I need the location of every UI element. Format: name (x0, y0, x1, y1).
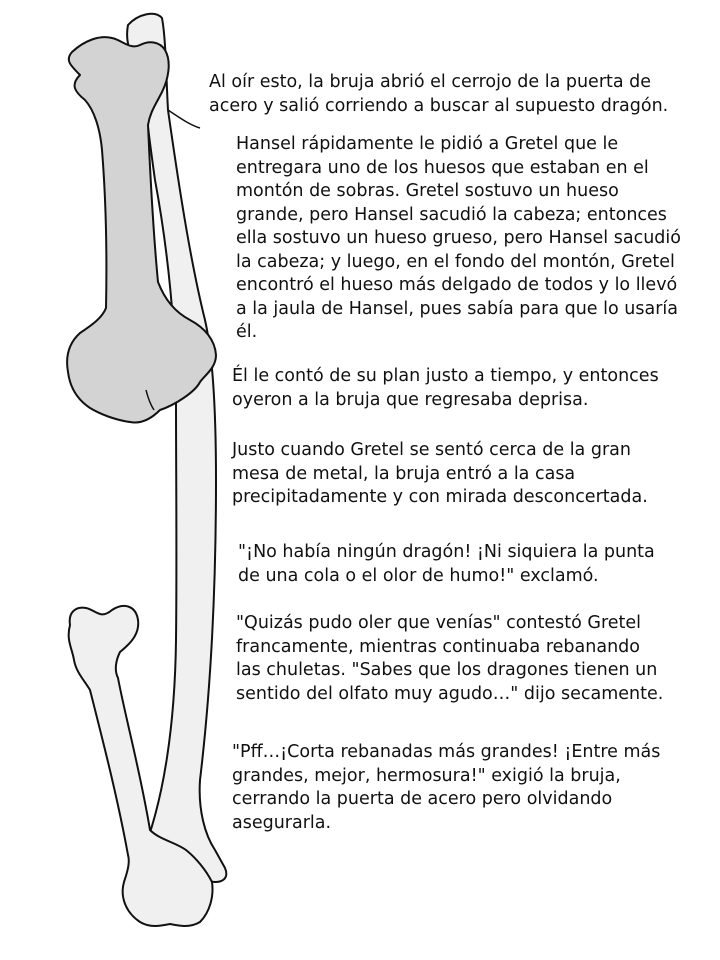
story-line: las chuletas. "Sabes que los dragones tienen un (236, 660, 658, 680)
story-line: precipitadamente y con mirada desconcertada. (232, 487, 648, 507)
story-line: asegurarla. (232, 812, 332, 833)
story-line: encontró el hueso más delgado de todos y lo llevó (236, 275, 678, 295)
story-line: mesa de metal, la bruja entró a la casa (232, 463, 576, 484)
story-paragraph (232, 741, 660, 835)
story-line: la cabeza; y luego, en el fondo del montón, Gretel (236, 251, 675, 272)
story-paragraph (238, 541, 655, 588)
story-line: sentido del olfato muy agudo…" dijo secamente. (236, 683, 664, 704)
story-line: grandes, mejor, hermosura!" exigió la bruja, (232, 765, 621, 786)
story-paragraph (232, 365, 659, 412)
story-line: Él le contó de su plan justo a tiempo, y entonces (232, 366, 659, 386)
story-line: a la jaula de Hansel, pues sabía para que lo usaría (236, 298, 678, 319)
story-line: Al oír esto, la bruja abrió el cerrojo de la puerta de (209, 72, 652, 92)
story-line: de una cola o el olor de humo!" exclamó. (238, 565, 599, 586)
thick-bone-icon (67, 37, 216, 422)
story-line: él. (236, 322, 258, 342)
story-line: cerrando la puerta de acero pero olvidando (232, 789, 613, 809)
story-line: francamente, mientras continuaba rebanando (236, 636, 640, 657)
story-paragraph (236, 612, 663, 706)
story-paragraph (236, 133, 681, 345)
story-line: "Quizás pudo oler que venías" contestó Gretel (236, 613, 642, 633)
story-line: oyeron a la bruja que regresaba deprisa. (232, 389, 589, 410)
story-line: Justo cuando Gretel se sentó cerca de la gran (232, 440, 631, 460)
story-line: Hansel rápidamente le pidió a Gretel que le (236, 134, 619, 154)
story-line: ella sostuvo un hueso grueso, pero Hansel sacudió (236, 228, 681, 248)
story-line: entregara uno de los huesos que estaban en el (236, 157, 649, 178)
story-line: acero y salió corriendo a buscar al supuesto dragón. (209, 95, 669, 116)
story-line: montón de sobras. Gretel sostuvo un hueso (236, 181, 619, 201)
story-line: "Pff…¡Corta rebanadas más grandes! ¡Entre más (232, 742, 661, 762)
story-line: grande, pero Hansel sacudió la cabeza; entonces (236, 204, 667, 225)
story-line: "¡No había ningún dragón! ¡Ni siquiera la punta (238, 542, 655, 562)
story-paragraph (209, 71, 668, 118)
story-paragraph (232, 439, 648, 510)
